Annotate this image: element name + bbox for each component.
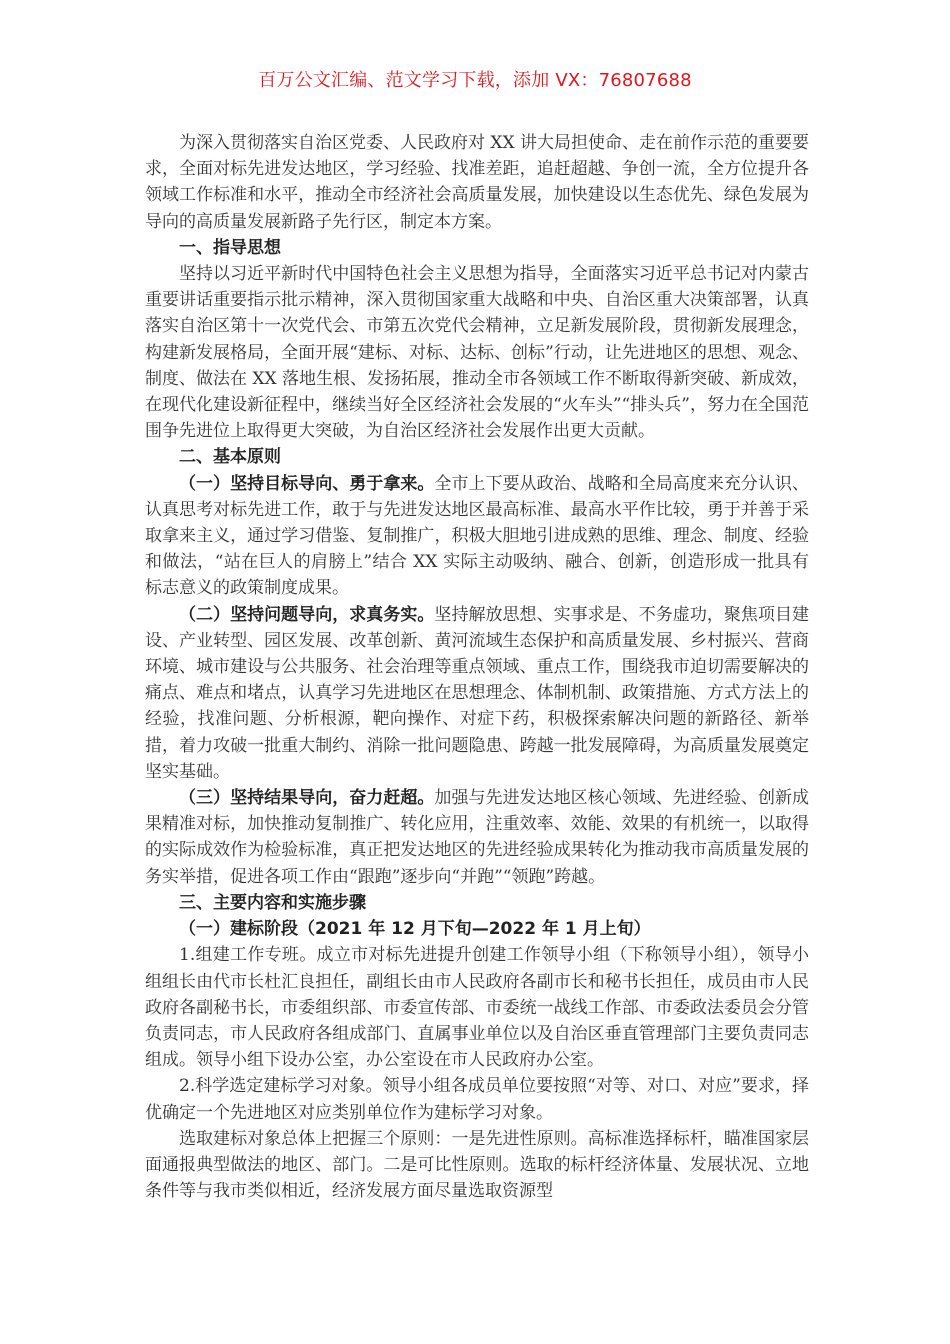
- section-heading-main-content: 三、主要内容和实施步骤: [179, 892, 366, 913]
- intro-paragraph: 为深入贯彻落实自治区党委、人民政府对 XX 讲大局担使命、走在前作示范的重要要求，全面对标先进发达地区，学习经验、找准差距，追赶超越、争创一流，全方位提升各领域工作标准和水平，推动全市经济社会高质量发展，加快建设以生态优先、绿色发展为导向的高质量发展新路子先行区，制定本方案。: [145, 133, 810, 232]
- document-body: [145, 130, 809, 1204]
- promo-banner: 百万公文汇编、范文学习下载，添加 VX：76807688: [258, 70, 692, 91]
- principle-body: 加强与先进发达地区核心领域、先进经验、创新成果精准对标，加快推动复制推广、转化应用，注重效率、效能、效果的有机统一，以取得的实际成效作为检验标准，真正把发达地区的先进经验成果转化为推动我市高质量发展的务实举措，促进各项工作由“跟跑”逐步向“并跑”“领跑”跨越。: [145, 788, 810, 887]
- principle-paragraph: [145, 471, 809, 602]
- principle-lead: （二）坚持问题导向，求真务实。: [179, 604, 435, 625]
- section-heading-basic-principles: 二、基本原则: [179, 447, 281, 468]
- section-paragraph: 坚持以习近平新时代中国特色社会主义思想为指导，全面落实习近平总书记对内蒙古重要讲话重要指示批示精神，深入贯彻国家重大战略和中央、自治区重大决策部署，认真落实自治区第十一次党代会、市第五次党代会精神，立足新发展阶段，贯彻新发展理念，构建新发展格局，全面开展“建标、对标、达标、创标”行动，让先进地区的思想、观念、制度、做法在 XX 落地生根、发扬拓展，推动全市各领域工作不断取得新突破、新成效，在现代化建设新征程中，继续当好全区经济社会发展的“火车头”“排头兵”，努力在全国范围争先进位上取得更大突破，为自治区经济社会发展作出更大贡献。: [145, 264, 810, 442]
- principle-lead: （一）坚持目标导向、勇于拿来。: [179, 473, 435, 494]
- principle-paragraph: [145, 785, 809, 890]
- principle-lead: （三）坚持结果导向，奋力赶超。: [179, 788, 435, 809]
- section-paragraph: 2.科学选定建标学习对象。领导小组各成员单位要按照“对等、对口、对应”要求，择优确定一个先进地区对应类别单位作为建标学习对象。: [145, 1076, 809, 1123]
- principle-body: 坚持解放思想、实事求是、不务虚功，聚焦项目建设、产业转型、园区发展、改革创新、黄河流域生态保护和高质量发展、乡村振兴、营商环境、城市建设与公共服务、社会治理等重点领域、重点工作，围绕我市迫切需要解决的痛点、难点和堵点，认真学习先进地区在思想理念、体制机制、政策措施、方式方法上的经验，找准问题、分析根源，靶向操作、对症下药，积极探索解决问题的新路径、新举措，着力攻破一批重大制约、消除一批问题隐患、跨越一批发展障碍，为高质量发展奠定坚实基础。: [145, 604, 810, 782]
- section-heading-guiding-ideology: 一、指导思想: [179, 237, 281, 258]
- section-paragraph: 1.组建工作专班。成立市对标先进提升创建工作领导小组（下称领导小组），领导小组组长由代市长杜汇良担任，副组长由市人民政府各副市长和秘书长担任，成员由市人民政府各副秘书长，市委组织部、市委宣传部、市委统一战线工作部、市委政法委员会分管负责同志，市人民政府各组成部门、直属事业单位以及自治区垂直管理部门主要负责同志组成。领导小组下设办公室，办公室设在市人民政府办公室。: [145, 945, 809, 1071]
- principle-paragraph: [145, 602, 809, 785]
- section-paragraph: 选取建标对象总体上把握三个原则：一是先进性原则。高标准选择标杆，瞄准国家层面通报典型做法的地区、部门。二是可比性原则。选取的标杆经济体量、发展状况、立地条件等与我市类似相近，经济发展方面尽量选取资源型: [145, 1128, 809, 1202]
- principle-body: 全市上下要从政治、战略和全局高度来充分认识、认真思考对标先进工作，敢于与先进发达地区最高标准、最高水平作比较，勇于并善于采取拿来主义，通过学习借鉴、复制推广，积极大胆地引进成熟的思维、理念、制度、经验和做法，“站在巨人的肩膀上”结合 XX 实际主动吸纳、融合、创新，创造形成一批具有标志意义的政策制度成果。: [145, 473, 810, 599]
- subsection-heading-standard-setting: （一）建标阶段（2021 年 12 月下旬—2022 年 1 月上旬）: [179, 919, 651, 940]
